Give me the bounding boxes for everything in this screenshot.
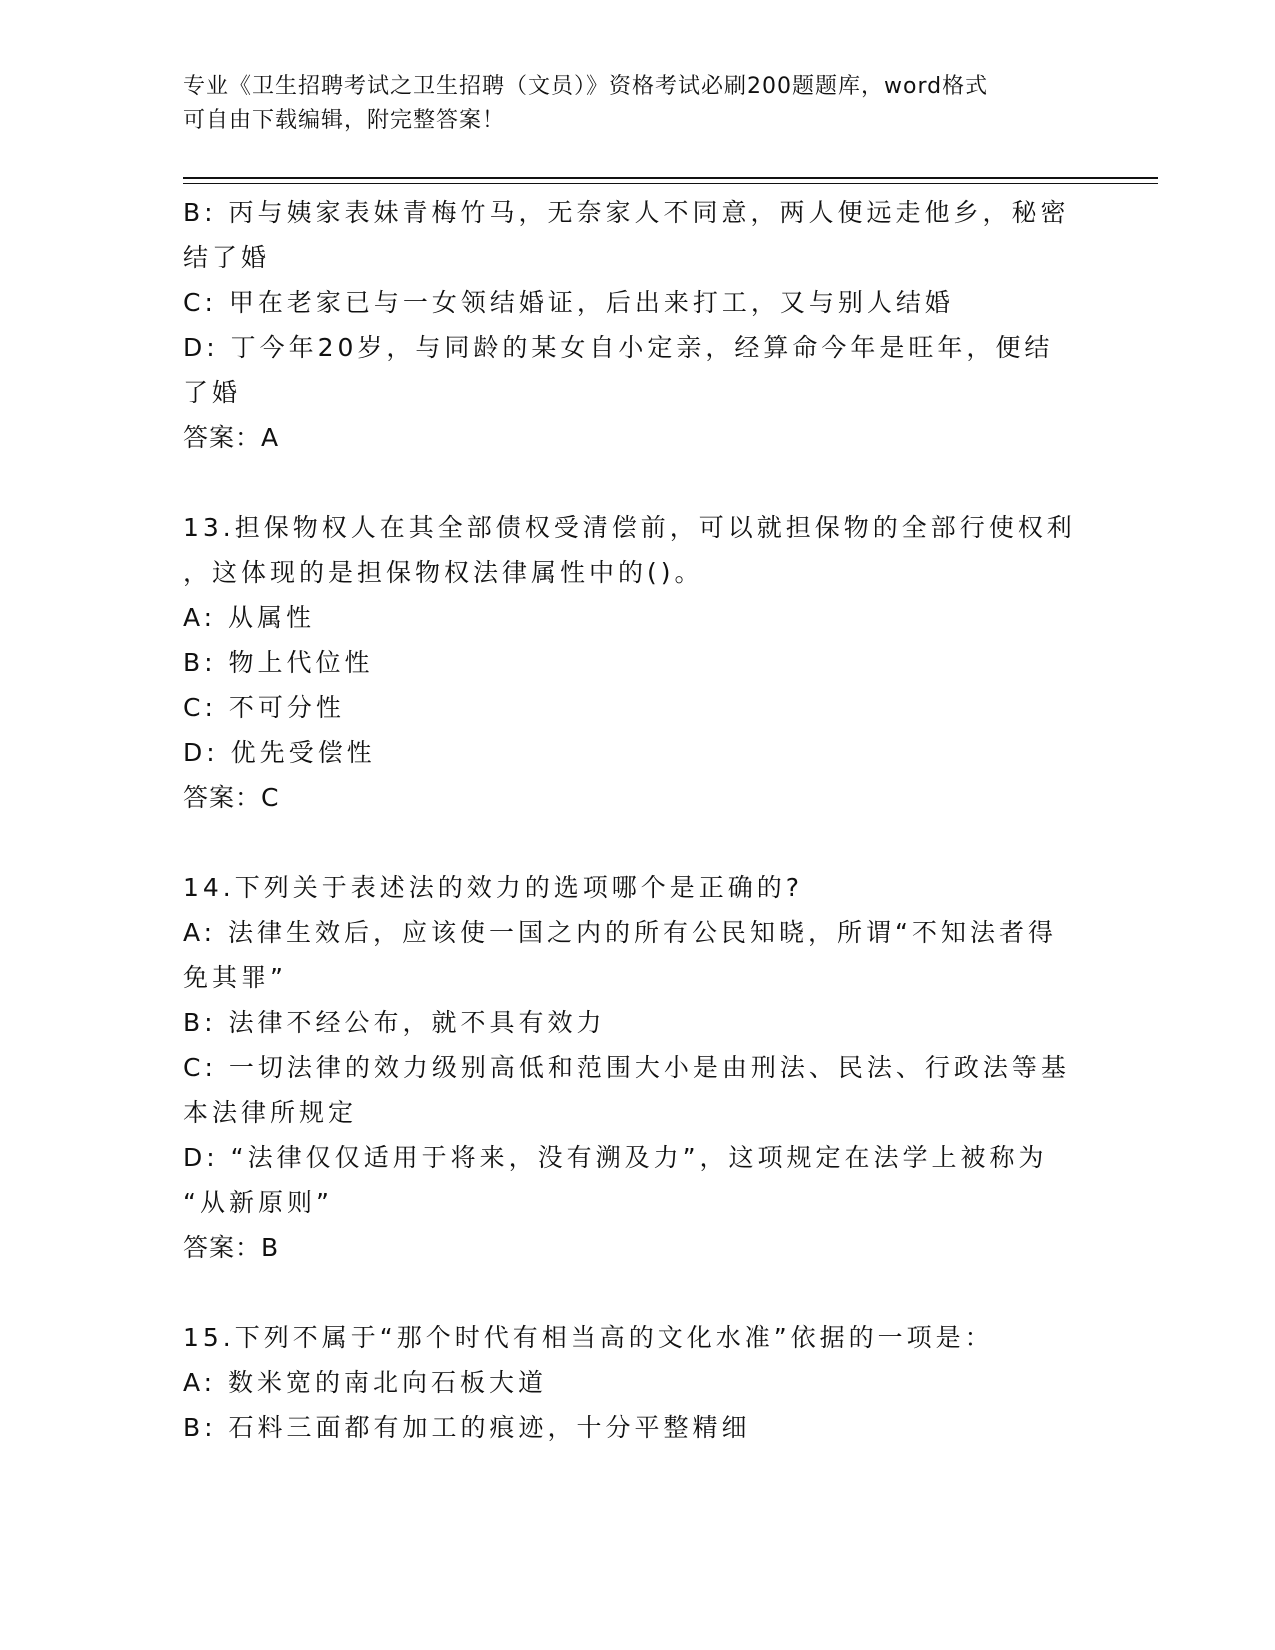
header-rule-thin [183, 183, 1158, 184]
spacer [183, 460, 1083, 505]
q13-stem-line-2: ，这体现的是担保物权法律属性中的()。 [183, 558, 704, 587]
q12-option-d-line-1: D: 丁今年20岁，与同龄的某女自小定亲，经算命今年是旺年，便结 [183, 333, 1054, 362]
q14-answer: 答案：B [183, 1233, 280, 1262]
q14-option-c-line-2: 本法律所规定 [183, 1098, 358, 1127]
q13-option-d: D: 优先受偿性 [183, 738, 376, 767]
q14-stem: 14.下列关于表述法的效力的选项哪个是正确的? [183, 873, 804, 902]
q13-option-b: B: 物上代位性 [183, 648, 374, 677]
q14-option-d-line-2: “从新原则” [183, 1188, 333, 1217]
spacer [183, 820, 1083, 865]
q13-option-a: A: 从属性 [183, 603, 316, 632]
q12-answer: 答案：A [183, 423, 280, 452]
header-line-2: 可自由下载编辑，附完整答案！ [183, 108, 506, 133]
q15-option-b: B: 石料三面都有加工的痕迹，十分平整精细 [183, 1413, 751, 1442]
q14-option-b: B: 法律不经公布，就不具有效力 [183, 1008, 606, 1037]
q12-option-b-line-1: B: 丙与姨家表妹青梅竹马，无奈家人不同意，两人便远走他乡，秘密 [183, 198, 1070, 227]
q15-option-a: A: 数米宽的南北向石板大道 [183, 1368, 548, 1397]
q13-answer: 答案：C [183, 783, 280, 812]
q14-option-c-line-1: C: 一切法律的效力级别高低和范围大小是由刑法、民法、行政法等基 [183, 1053, 1070, 1082]
q13-stem-line-1: 13.担保物权人在其全部债权受清偿前，可以就担保物的全部行使权利 [183, 513, 1076, 542]
q14-option-a-line-2: 免其罪” [183, 963, 287, 992]
spacer [183, 1270, 1083, 1315]
q12-option-d-line-2: 了婚 [183, 378, 242, 407]
q13-option-c: C: 不可分性 [183, 693, 345, 722]
q15-stem: 15.下列不属于“那个时代有相当高的文化水准”依据的一项是： [183, 1323, 994, 1352]
header-line-1: 专业《卫生招聘考试之卫生招聘（文员）》资格考试必刷200题题库，word格式 [183, 74, 989, 99]
question-content [183, 190, 1083, 1450]
document-header [183, 70, 1043, 138]
q12-option-b-line-2: 结了婚 [183, 243, 271, 272]
q14-option-a-line-1: A: 法律生效后，应该使一国之内的所有公民知晓，所谓“不知法者得 [183, 918, 1057, 947]
q14-option-d-line-1: D: “法律仅仅适用于将来，没有溯及力”，这项规定在法学上被称为 [183, 1143, 1048, 1172]
q12-option-c: C: 甲在老家已与一女领结婚证，后出来打工，又与别人结婚 [183, 288, 954, 317]
header-rule-thick [183, 177, 1158, 179]
